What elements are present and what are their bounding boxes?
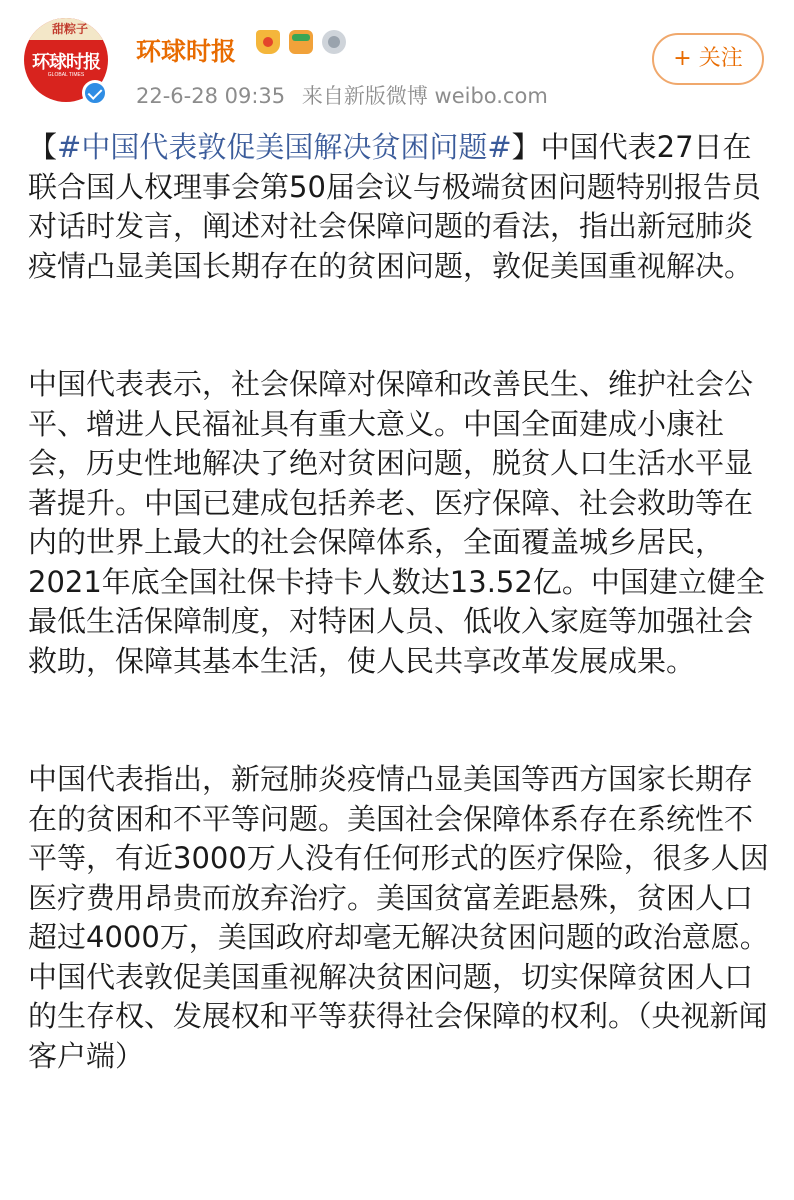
- avatar-logo-text: 环球时报: [32, 52, 100, 73]
- paragraph-2: 中国代表表示，社会保障对保障和改善民生、维护社会公平、增进人民福祉具有重大意义。中国全面建成小康社会，历史性地解决了绝对贫困问题，脱贫人口生活水平显著提升。中国已建成包括养老、医疗保障、社会救助等在内的世界上最大的社会保障体系，全面覆盖城乡居民，2021年底全国社保卡持卡人数达13.52亿。中国建立健全最低生活保障制度，对特困人员、低收入家庭等加强社会救助，保障其基本生活，使人民共享改革发展成果。: [28, 367, 765, 678]
- verified-icon: [82, 80, 108, 106]
- post-source[interactable]: 来自新版微博 weibo.com: [301, 84, 548, 108]
- paragraph-1: [28, 128, 776, 286]
- post-timestamp: 22-6-28 09:35: [136, 84, 286, 108]
- author-name[interactable]: 环球时报: [136, 37, 237, 66]
- avatar-banner-text: 甜粽子: [52, 22, 89, 36]
- paragraph-3: 中国代表指出，新冠肺炎疫情凸显美国等西方国家长期存在的贫困和不平等问题。美国社会保障体系存在系统性不平等，有近3000万人没有任何形式的医疗保险，很多人因医疗费用昂贵而放弃治疗。美国贫富差距悬殊，贫困人口超过4000万，美国政府却毫无解决贫困问题的政治意愿。中国代表敦促美国重视解决贫困问题，切实保障贫困人口的生存权、发展权和平等获得社会保障的权利。（央视新闻客户端）: [28, 762, 769, 1073]
- avatar-logo-subtitle: GLOBAL TIMES: [47, 72, 85, 78]
- hashtag-link[interactable]: #中国代表敦促美国解决贫困问题#: [57, 130, 512, 164]
- badge-row: [256, 30, 350, 60]
- crown-icon[interactable]: [256, 30, 280, 54]
- post-meta: [136, 80, 548, 110]
- follow-button[interactable]: + 关注: [652, 33, 764, 85]
- bracket-open: 【: [28, 130, 58, 164]
- festival-icon[interactable]: [289, 30, 313, 54]
- bracket-close: 】: [511, 130, 541, 164]
- post-content: [28, 128, 776, 1076]
- paragraph-spacer: [28, 681, 776, 760]
- avatar-festival-banner: [24, 18, 108, 40]
- medal-icon[interactable]: [322, 30, 346, 54]
- paragraph-1-text: 中国代表27日在联合国人权理事会第50届会议与极端贫困问题特别报告员对话时发言，阐述对社会保障问题的看法，指出新冠肺炎疫情凸显美国长期存在的贫困问题，敦促美国重视解决。: [28, 130, 761, 283]
- post-header: [0, 0, 794, 120]
- paragraph-spacer: [28, 286, 776, 365]
